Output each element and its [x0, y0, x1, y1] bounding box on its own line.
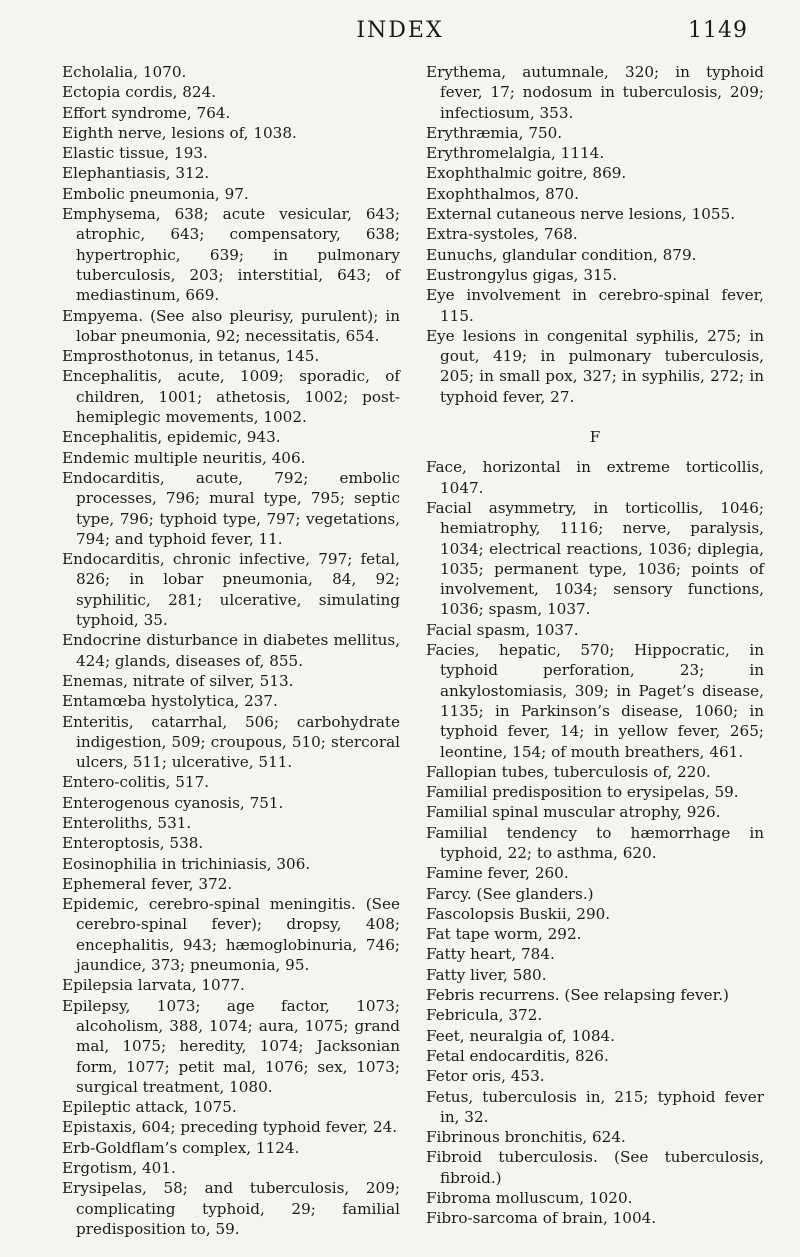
page-number: 1149 — [688, 18, 748, 43]
page-title: INDEX — [356, 18, 444, 43]
index-entry: Encephalitis, epidemic, 943. — [62, 428, 281, 447]
index-entry: Febricula, 372. — [426, 1006, 543, 1025]
index-entry: Fatty heart, 784. — [426, 945, 555, 964]
index-entry: Enemas, nitrate of silver, 513. — [62, 671, 294, 690]
index-entry: Enterogenous cyanosis, 751. — [62, 793, 284, 812]
index-entry: Facial spasm, 1037. — [426, 620, 579, 639]
index-entry: Epilepsy, 1073; age factor, 1073; alcoholism, 388, 1074; aura, 1075; grand mal, 1075; heredity, 1074; Jacksonian form, 1077; petit mal, 1076; sex, 1073; surgical treatment, 1080. — [62, 996, 400, 1096]
index-entry: Epilepsia larvata, 1077. — [62, 976, 245, 995]
index-entry: Elephantiasis, 312. — [62, 164, 210, 183]
index-entry: Fallopian tubes, tuberculosis of, 220. — [426, 762, 711, 781]
index-entry: Fetus, tuberculosis in, 215; typhoid fever in, 32. — [426, 1087, 764, 1126]
index-entry: Exophthalmos, 870. — [426, 184, 579, 203]
index-entry: Face, horizontal in extreme torticollis, 1047. — [426, 458, 764, 497]
right-column — [426, 62, 764, 1241]
section-letter: F — [589, 428, 601, 447]
index-entry: Familial spinal muscular atrophy, 926. — [426, 803, 721, 822]
index-entry: Feet, neuralgia of, 1084. — [426, 1026, 615, 1045]
index-entry: Fat tape worm, 292. — [426, 925, 582, 944]
index-entry: Enteroliths, 531. — [62, 813, 192, 832]
index-entry: Epistaxis, 604; preceding typhoid fever, 24. — [62, 1118, 398, 1137]
index-entry: Exophthalmic goitre, 869. — [426, 164, 627, 183]
index-entry: External cutaneous nerve lesions, 1055. — [426, 205, 736, 224]
index-entry: Familial tendency to hæmorrhage in typhoid, 22; to asthma, 620. — [426, 823, 764, 862]
index-entry: Farcy. (See glanders.) — [426, 884, 594, 903]
index-entry: Fibroma molluscum, 1020. — [426, 1189, 633, 1208]
index-entry: Fibroid tuberculosis. (See tuberculosis, fibroid.) — [426, 1148, 764, 1187]
index-entry: Erb-Goldflam’s complex, 1124. — [62, 1138, 300, 1157]
index-entry: Facial asymmetry, in torticollis, 1046; hemiatrophy, 1116; nerve, paralysis, 1034; electrical reactions, 1036; diplegia, 1035; permanent type, 1036; points of involvement, 1034; sensory functions, 1036; spasm, 1037. — [426, 498, 764, 619]
right-column-e-entries — [426, 62, 764, 407]
index-entry: Extra-systoles, 768. — [426, 225, 578, 244]
index-entry: Familial predisposition to erysipelas, 59. — [426, 783, 739, 802]
index-entry: Eosinophilia in trichiniasis, 306. — [62, 854, 311, 873]
index-entry: Encephalitis, acute, 1009; sporadic, of children, 1001; athetosis, 1002; post-hemiplegic movements, 1002. — [62, 367, 400, 427]
page-header — [0, 18, 800, 48]
index-entry: Febris recurrens. (See relapsing fever.) — [426, 986, 729, 1005]
index-entry: Emphysema, 638; acute vesicular, 643; atrophic, 643; compensatory, 638; hypertrophic, 639; in pulmonary tuberculosis, 203; interstitial, 643; of mediastinum, 669. — [62, 205, 400, 305]
index-entry: Erythromelalgia, 1114. — [426, 144, 605, 163]
index-entry: Fibrinous bronchitis, 624. — [426, 1128, 626, 1147]
index-entry: Eustrongylus gigas, 315. — [426, 265, 618, 284]
index-entry: Epileptic attack, 1075. — [62, 1098, 237, 1117]
index-entry: Ergotism, 401. — [62, 1159, 176, 1178]
index-entry: Erysipelas, 58; and tuberculosis, 209; complicating typhoid, 29; familial predisposition to, 59. — [62, 1179, 400, 1238]
index-entry: Ephemeral fever, 372. — [62, 874, 233, 893]
index-entry: Fetal endocarditis, 826. — [426, 1046, 609, 1065]
index-entry: Facies, hepatic, 570; Hippocratic, in typhoid perforation, 23; in ankylostomiasis, 309; in Paget’s disease, 1135; in Parkinson’s disease, 1060; in typhoid fever, 14; in yellow fever, 265; leontine, 154; of mouth breathers, 461. — [426, 641, 764, 761]
index-entry: Endocarditis, chronic infective, 797; fetal, 826; in lobar pneumonia, 84, 92; syphilitic, 281; ulcerative, simulating typhoid, 35. — [62, 550, 400, 630]
index-entry: Eunuchs, glandular condition, 879. — [426, 245, 697, 264]
index-entry: Erythema, autumnale, 320; in typhoid fever, 17; nodosum in tuberculosis, 209; infectiosum, 353. — [426, 63, 764, 122]
index-entry: Elastic tissue, 193. — [62, 144, 208, 163]
left-column — [62, 62, 400, 1241]
right-column-f-entries — [426, 457, 764, 1228]
index-entry: Eighth nerve, lesions of, 1038. — [62, 123, 297, 142]
index-entry: Entamœba hystolytica, 237. — [62, 692, 278, 711]
index-entry: Fascolopsis Buskii, 290. — [426, 904, 611, 923]
index-entry: Fetor oris, 453. — [426, 1067, 545, 1086]
index-entry: Effort syndrome, 764. — [62, 103, 231, 122]
index-entry: Enteritis, catarrhal, 506; carbohydrate indigestion, 509; croupous, 510; stercoral ulcers, 511; ulcerative, 511. — [62, 712, 400, 772]
index-entry: Endemic multiple neuritis, 406. — [62, 448, 306, 467]
index-entry: Emprosthotonus, in tetanus, 145. — [62, 347, 320, 366]
index-entry: Eye lesions in congenital syphilis, 275; in gout, 419; in pulmonary tuberculosis, 205; in small pox, 327; in syphilis, 272; in typhoid fever, 27. — [426, 326, 764, 406]
index-entry: Erythræmia, 750. — [426, 123, 563, 142]
index-entry: Fibro-sarcoma of brain, 1004. — [426, 1209, 657, 1228]
index-columns — [62, 62, 764, 1241]
index-entry: Endocrine disturbance in diabetes mellitus, 424; glands, diseases of, 855. — [62, 631, 400, 670]
index-entry: Fatty liver, 580. — [426, 965, 547, 984]
index-entry: Epidemic, cerebro-spinal meningitis. (See cerebro-spinal fever); dropsy, 408; encephalitis, 943; hæmoglobinuria, 746; jaundice, 373; pneumonia, 95. — [62, 895, 400, 975]
index-entry: Famine fever, 260. — [426, 864, 569, 883]
index-entry: Echolalia, 1070. — [62, 63, 187, 81]
index-entry: Enteroptosis, 538. — [62, 834, 204, 853]
index-entry: Eye involvement in cerebro-spinal fever, 115. — [426, 286, 764, 325]
index-entry: Embolic pneumonia, 97. — [62, 184, 249, 203]
index-entry: Empyema. (See also pleurisy, purulent); in lobar pneumonia, 92; necessitatis, 654. — [62, 306, 400, 345]
index-entry: Entero-colitis, 517. — [62, 773, 210, 792]
index-entry: Endocarditis, acute, 792; embolic processes, 796; mural type, 795; septic type, 796; typhoid type, 797; vegetations, 794; and typhoid fever, 11. — [62, 468, 400, 548]
index-entry: Ectopia cordis, 824. — [62, 83, 217, 102]
